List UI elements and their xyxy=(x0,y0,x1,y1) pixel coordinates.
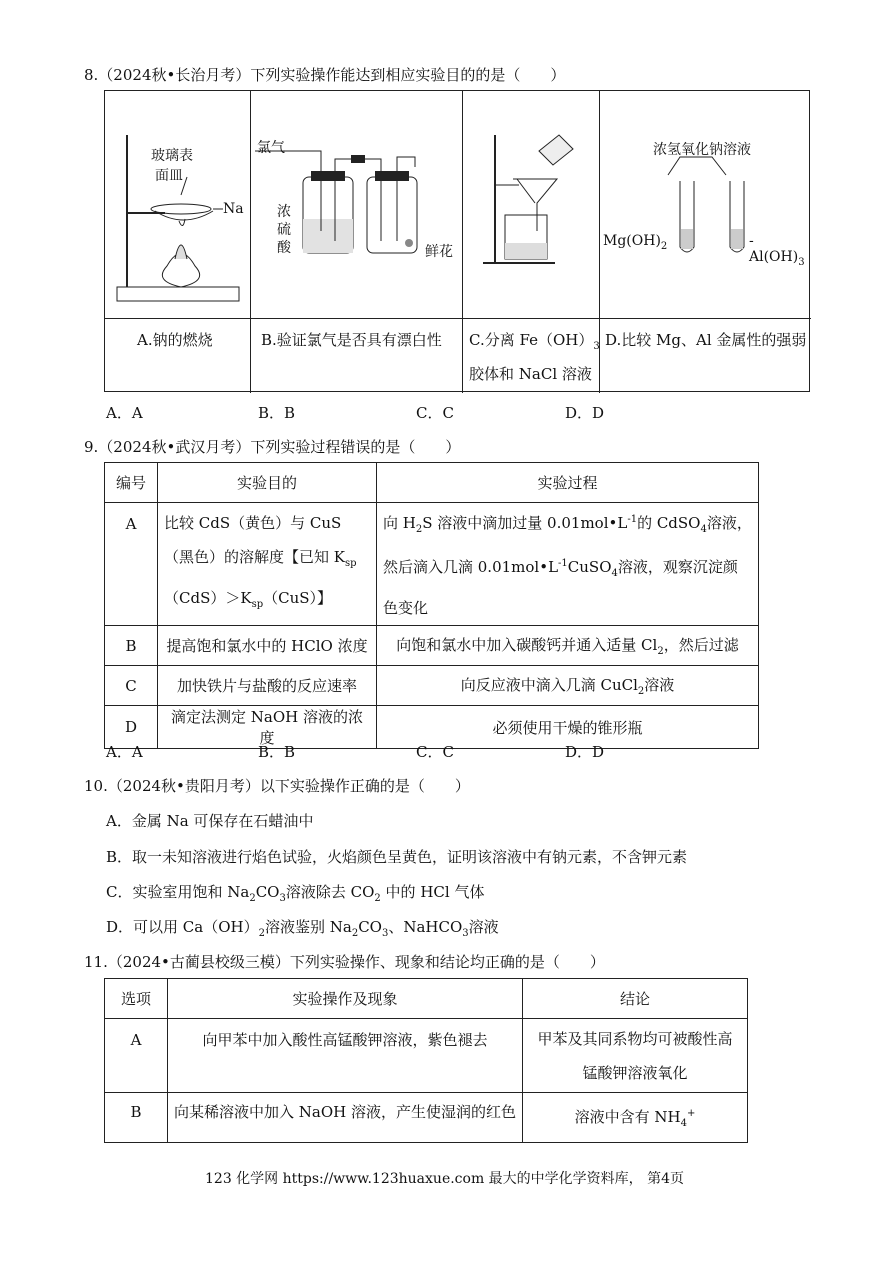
q9-row-b-id: B xyxy=(105,626,158,666)
q11-table xyxy=(104,978,748,1143)
q11-row-b-id: B xyxy=(105,1093,168,1143)
q9-stem: 9.（2024秋•武汉月考）下列实验过程错误的是（ ） xyxy=(84,438,461,456)
q10-option-a[interactable]: A．金属 Na 可保存在石蜡油中 xyxy=(106,812,314,830)
table-row xyxy=(105,503,759,626)
q9-row-b-goal: 提高饱和氯水中的 HClO 浓度 xyxy=(158,626,377,666)
fig-b-label-acid-2: 硫 xyxy=(277,222,291,238)
q10-option-c[interactable]: C．实验室用饱和 $Na_2CO_3$溶液除去 $CO_2$ 中的 HCl 气体 xyxy=(106,883,485,904)
q11-row-a-operation: 向甲苯中加入酸性高锰酸钾溶液，紫色褪去 xyxy=(168,1019,523,1093)
fig-a-label-watch-glass: 玻璃表 xyxy=(151,148,193,164)
q9-row-d-process: 必须使用干燥的锥形瓶 xyxy=(377,706,759,749)
table-row xyxy=(105,666,759,706)
table-row xyxy=(105,1093,748,1143)
q9-choice-d[interactable]: D．D xyxy=(565,743,605,761)
q9-row-b-process: 向饱和氯水中加入碳酸钙并通入适量 $Cl_2$，然后过滤 xyxy=(377,626,759,666)
fig-b-label-acid-3: 酸 xyxy=(277,240,291,256)
q9-row-a-process: 向 $H_2S$ 溶液中滴加过量 $0.01mol•L^{-1}$的 CdSO$_4$溶液，然后滴入几滴 $0.01mol•L^{-1}CuSO_4$溶液，观察沉淀颜色变化 xyxy=(377,503,759,626)
q9-row-c-process: 向反应液中滴入几滴 CuCl$_2$溶液 xyxy=(377,666,759,706)
q9-row-a-goal: 比较 CdS（黄色）与 CuS（黑色）的溶解度【已知 $K_{sp}(CdS)>K_{sp}(CuS)$】 xyxy=(158,503,377,626)
q8-choice-b[interactable]: B．B xyxy=(258,404,296,422)
q11-row-a-id: A xyxy=(105,1019,168,1093)
q9-choice-c[interactable]: C．C xyxy=(416,743,454,761)
test-tube-comparison-figure xyxy=(600,91,811,318)
q8-figure-table xyxy=(104,90,810,392)
q9-row-c-id: C xyxy=(105,666,158,706)
q10-stem: 10.（2024秋•贵阳月考）以下实验操作正确的是（ ） xyxy=(84,777,470,795)
q8-choice-c[interactable]: C．C xyxy=(416,404,454,422)
fig-d-label-mg: $Mg(OH)_2$ xyxy=(603,233,668,252)
fig-d-label-naoh: 浓氢氧化钠溶液 xyxy=(653,142,751,158)
fig-a-label-dish: 面皿 xyxy=(155,168,183,184)
q8-caption-c-line2: 胶体和 NaCl 溶液 xyxy=(469,365,592,383)
q8-choice-d[interactable]: D．D xyxy=(565,404,605,422)
q9-row-a-id: A xyxy=(105,503,158,626)
fig-a-label-na: Na xyxy=(223,201,244,217)
q9-table xyxy=(104,462,759,749)
q8-caption-a: A.钠的燃烧 xyxy=(137,331,213,349)
q11-header-conclusion: 结论 xyxy=(523,979,748,1019)
fig-b-label-flower: 鲜花 xyxy=(425,244,453,260)
filtration-apparatus-figure xyxy=(463,91,599,318)
table-row xyxy=(105,626,759,666)
q9-choice-a[interactable]: A．A xyxy=(106,743,143,761)
q10-option-b[interactable]: B．取一未知溶液进行焰色试验，火焰颜色呈黄色，证明该溶液中有钠元素，不含钾元素 xyxy=(106,848,688,866)
q11-header-option: 选项 xyxy=(105,979,168,1019)
q11-row-b-operation: 向某稀溶液中加入 NaOH 溶液，产生使湿润的红色 xyxy=(168,1093,523,1143)
q11-row-b-conclusion: 溶液中含有 $NH_4^+$ xyxy=(523,1093,748,1143)
q11-stem: 11.（2024•古蔺县校级三模）下列实验操作、现象和结论均正确的是（ ） xyxy=(84,953,605,971)
q9-row-c-goal: 加快铁片与盐酸的反应速率 xyxy=(158,666,377,706)
q8-choice-a[interactable]: A．A xyxy=(106,404,143,422)
q10-option-d[interactable]: D．可以用 $Ca(OH)_2$溶液鉴别 $Na_2CO_3$、NaHCO$_3$溶液 xyxy=(106,918,499,939)
q9-header-id: 编号 xyxy=(105,463,158,503)
q9-row-d-id: D xyxy=(105,706,158,749)
q11-header-operation: 实验操作及现象 xyxy=(168,979,523,1019)
fig-b-label-acid-1: 浓 xyxy=(277,204,291,220)
q8-caption-b: B.验证氯气是否具有漂白性 xyxy=(261,331,442,349)
table-row xyxy=(105,1019,748,1093)
q9-choice-b[interactable]: B．B xyxy=(258,743,296,761)
q9-row-d-goal: 滴定法测定 NaOH 溶液的浓度 xyxy=(158,706,377,749)
q9-header-process: 实验过程 xyxy=(377,463,759,503)
fig-b-label-chlorine: 氯气 xyxy=(257,140,285,156)
q8-caption-d: D.比较 Mg、Al 金属性的强弱 xyxy=(605,331,807,349)
q8-caption-c: C.分离 $Fe(OH)_3$ xyxy=(469,331,600,352)
q11-row-a-conclusion: 甲苯及其同系物均可被酸性高 锰酸钾溶液氧化 xyxy=(523,1019,748,1093)
page-footer: 123 化学网 https://www.123huaxue.com 最大的中学化学资料库， 第4页 xyxy=(205,1171,685,1187)
fig-d-label-al: $-Al(OH)_3$ xyxy=(749,233,805,268)
q9-header-goal: 实验目的 xyxy=(158,463,377,503)
q8-stem: 8.（2024秋•长治月考）下列实验操作能达到相应实验目的的是（ ） xyxy=(84,66,566,84)
